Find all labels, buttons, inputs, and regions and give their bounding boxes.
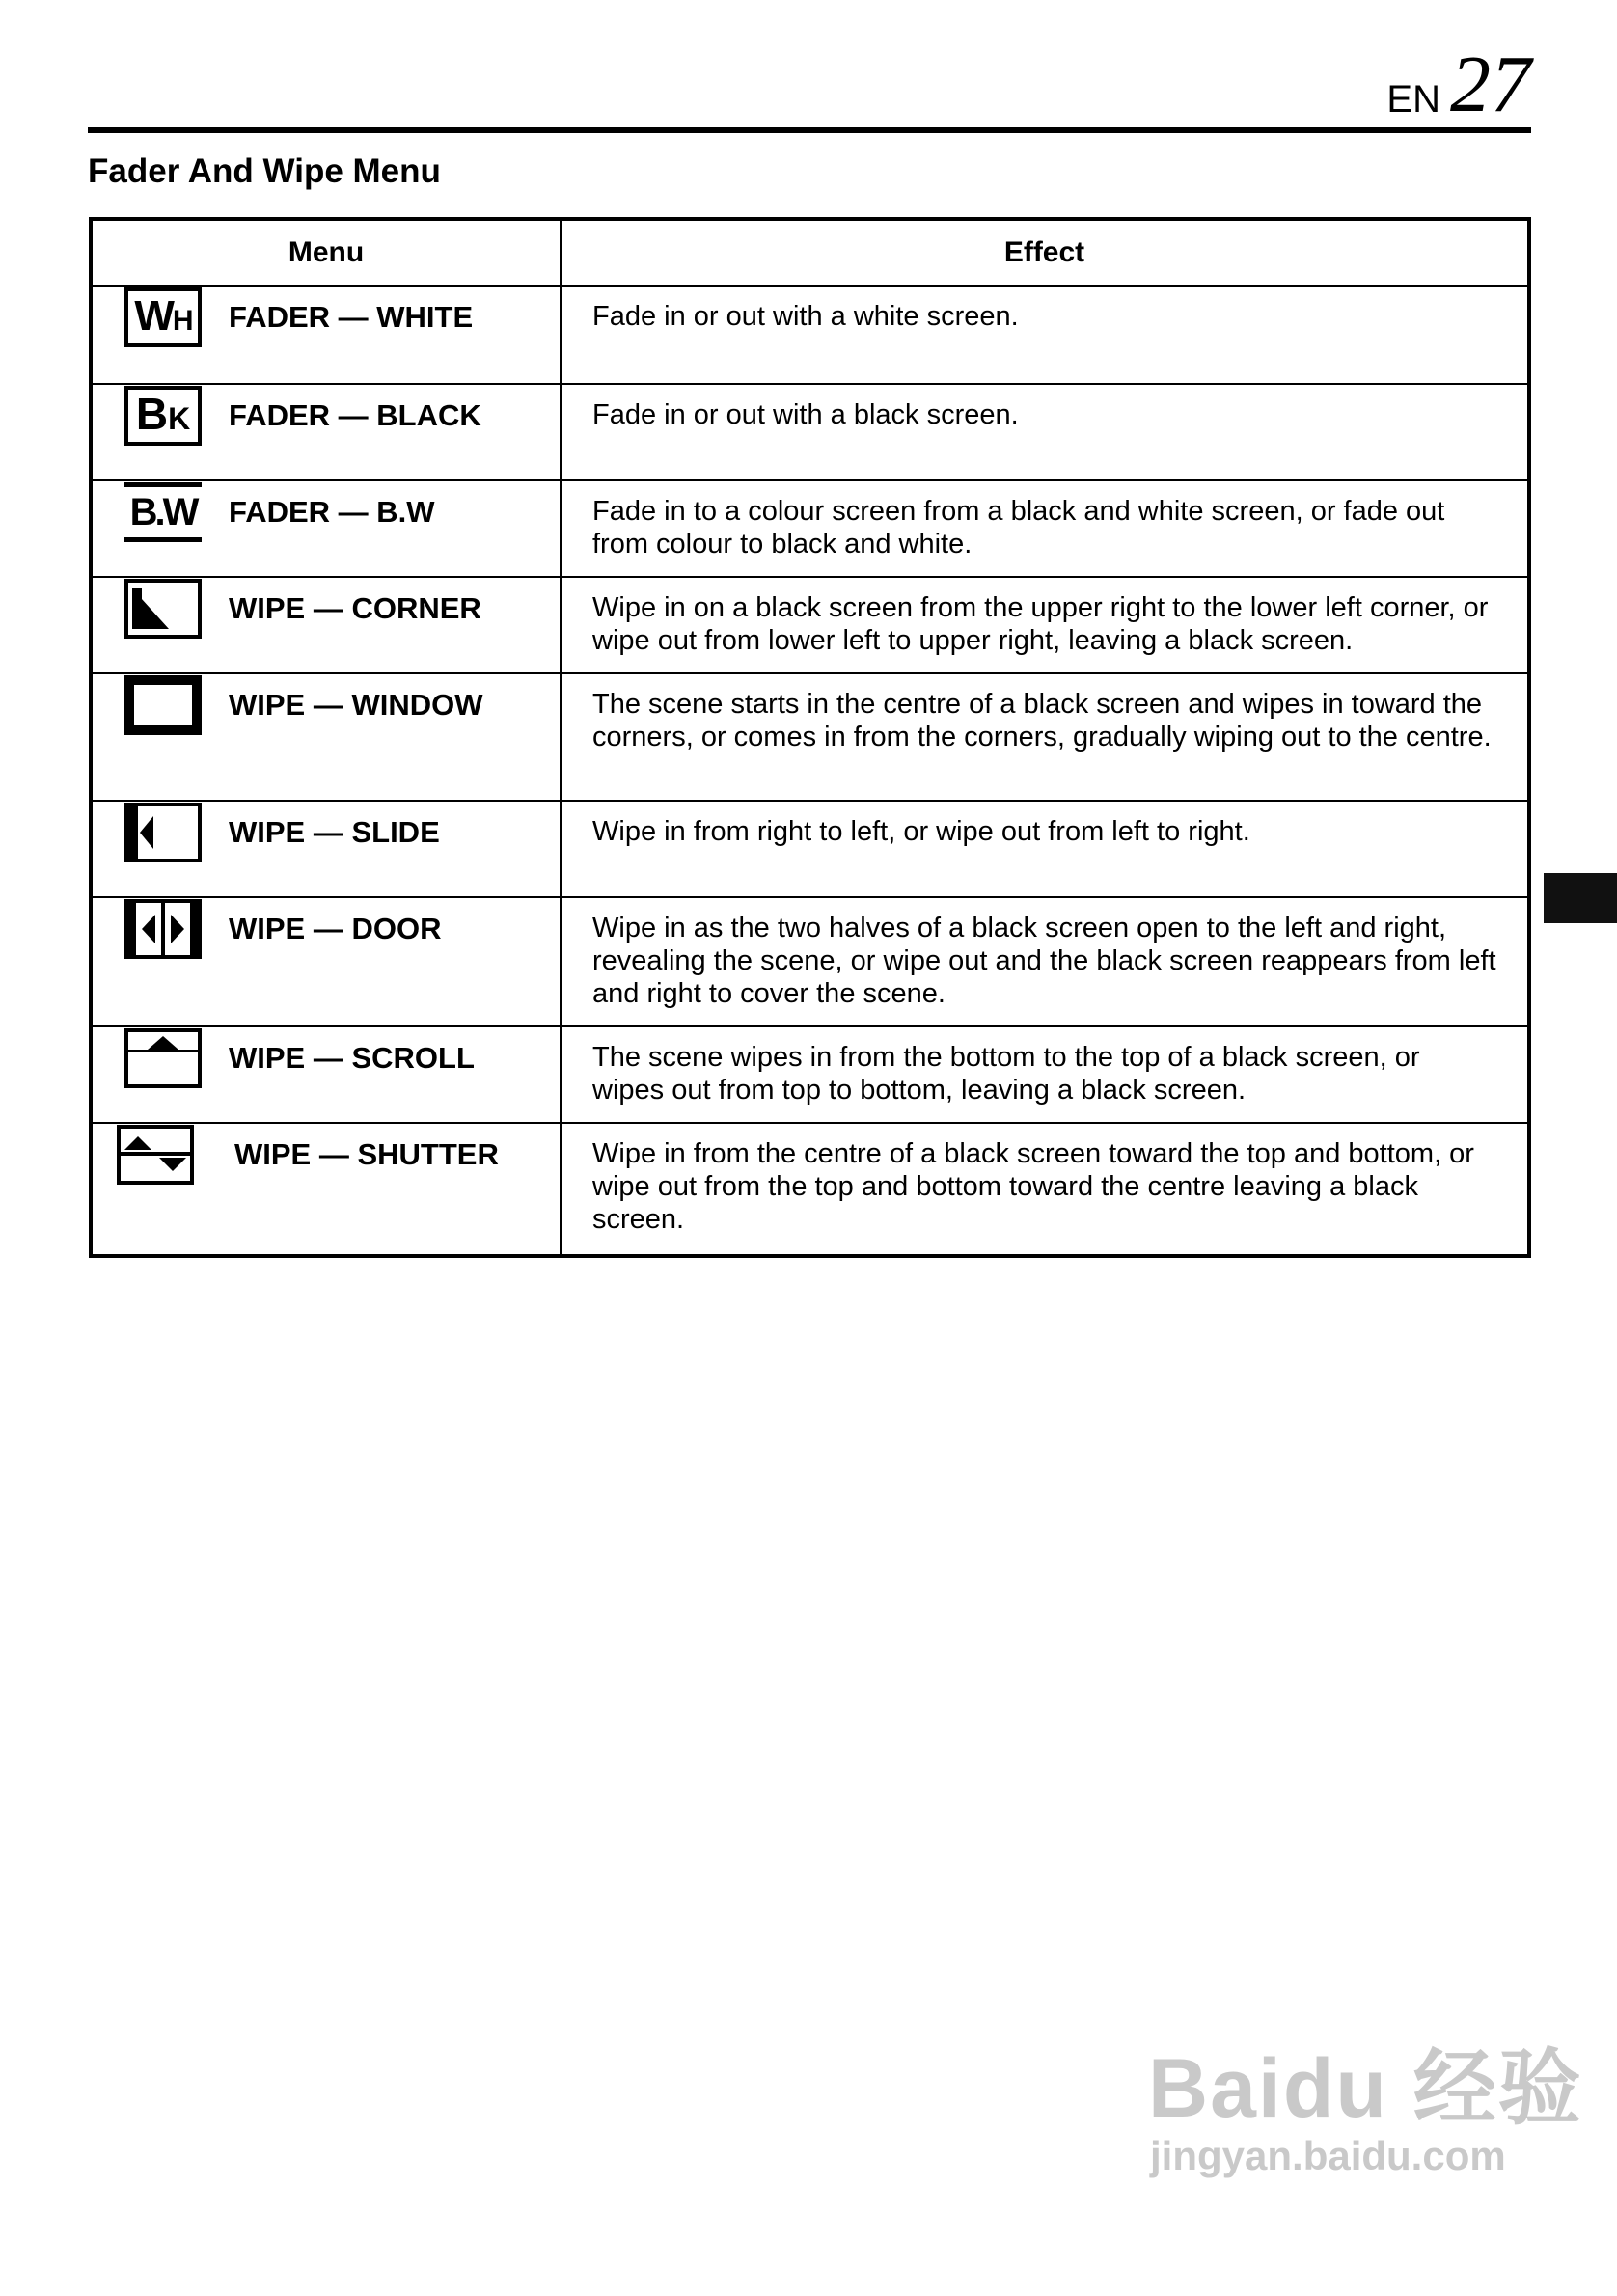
table-row [91,801,1529,897]
effect-cell: Fade in or out with a black screen. [561,384,1529,480]
effect-cell: Fade in to a colour screen from a black and white screen, or fade out from colour to black and white. [561,480,1529,577]
menu-cell [91,1026,561,1123]
table-row [91,577,1529,673]
watermark-url: jingyan.baidu.com [1150,2133,1506,2178]
menu-label: WIPE — SCROLL [229,1041,475,1075]
wipe-window-icon [124,675,202,735]
watermark [1148,2042,1583,2180]
effect-cell: Wipe in from the centre of a black screen toward the top and bottom, or wipe out from the top and bottom toward the centre leaving a black screen. [561,1123,1529,1256]
menu-cell [91,577,561,673]
menu-label: WIPE — SHUTTER [234,1137,499,1171]
wipe-slide-icon [124,803,202,862]
table-row [91,1123,1529,1256]
column-header-effect: Effect [561,219,1529,286]
wipe-corner-icon [124,579,202,639]
menu-cell [91,286,561,384]
menu-cell [91,480,561,577]
menu-cell [91,801,561,897]
menu-cell [91,897,561,1026]
watermark-brand: Baidu 经验 [1148,2042,1583,2135]
menu-label: WIPE — DOOR [229,912,442,945]
fader-white-icon-text: WH [134,291,192,340]
page-header [88,39,1531,133]
menu-cell [91,1123,561,1256]
table-header-row [91,219,1529,286]
menu-cell [91,673,561,801]
page-number: 27 [1450,40,1531,129]
fader-white-icon [124,287,202,347]
wipe-scroll-icon [124,1028,202,1088]
effect-cell: The scene starts in the centre of a black screen and wipes in toward the corners, or comes in from the corners, gradually wiping out to the centre. [561,673,1529,801]
table-row [91,897,1529,1026]
fader-bw-icon: B.W [124,482,202,542]
menu-label: WIPE — WINDOW [229,688,483,722]
effect-cell: Wipe in on a black screen from the upper right to the lower left corner, or wipe out from lower left to upper right, leaving a black screen. [561,577,1529,673]
menu-label: WIPE — SLIDE [229,815,440,849]
table-row [91,384,1529,480]
wipe-door-icon [124,899,202,959]
language-code: EN [1386,78,1440,121]
table-row [91,286,1529,384]
effect-cell: The scene wipes in from the bottom to the top of a black screen, or wipes out from top to bottom, leaving a black screen. [561,1026,1529,1123]
table-row [91,480,1529,577]
menu-cell [91,384,561,480]
effect-cell: Fade in or out with a white screen. [561,286,1529,384]
effect-cell: Wipe in from right to left, or wipe out from left to right. [561,801,1529,897]
menu-label: FADER — WHITE [229,300,474,334]
table-row [91,1026,1529,1123]
wipe-shutter-icon [117,1125,194,1185]
menu-label: FADER — BLACK [229,398,481,432]
fader-wipe-table [89,217,1531,1258]
section-tab-marker [1544,873,1617,923]
fader-black-icon: BK [124,386,202,446]
menu-label: FADER — B.W [229,495,435,529]
effect-cell: Wipe in as the two halves of a black screen open to the left and right, revealing the scene, or wipe out and the black screen reappears from left and right to cover the scene. [561,897,1529,1026]
section-title: Fader And Wipe Menu [88,152,441,190]
menu-label: WIPE — CORNER [229,591,481,625]
table-row [91,673,1529,801]
column-header-menu: Menu [91,219,561,286]
